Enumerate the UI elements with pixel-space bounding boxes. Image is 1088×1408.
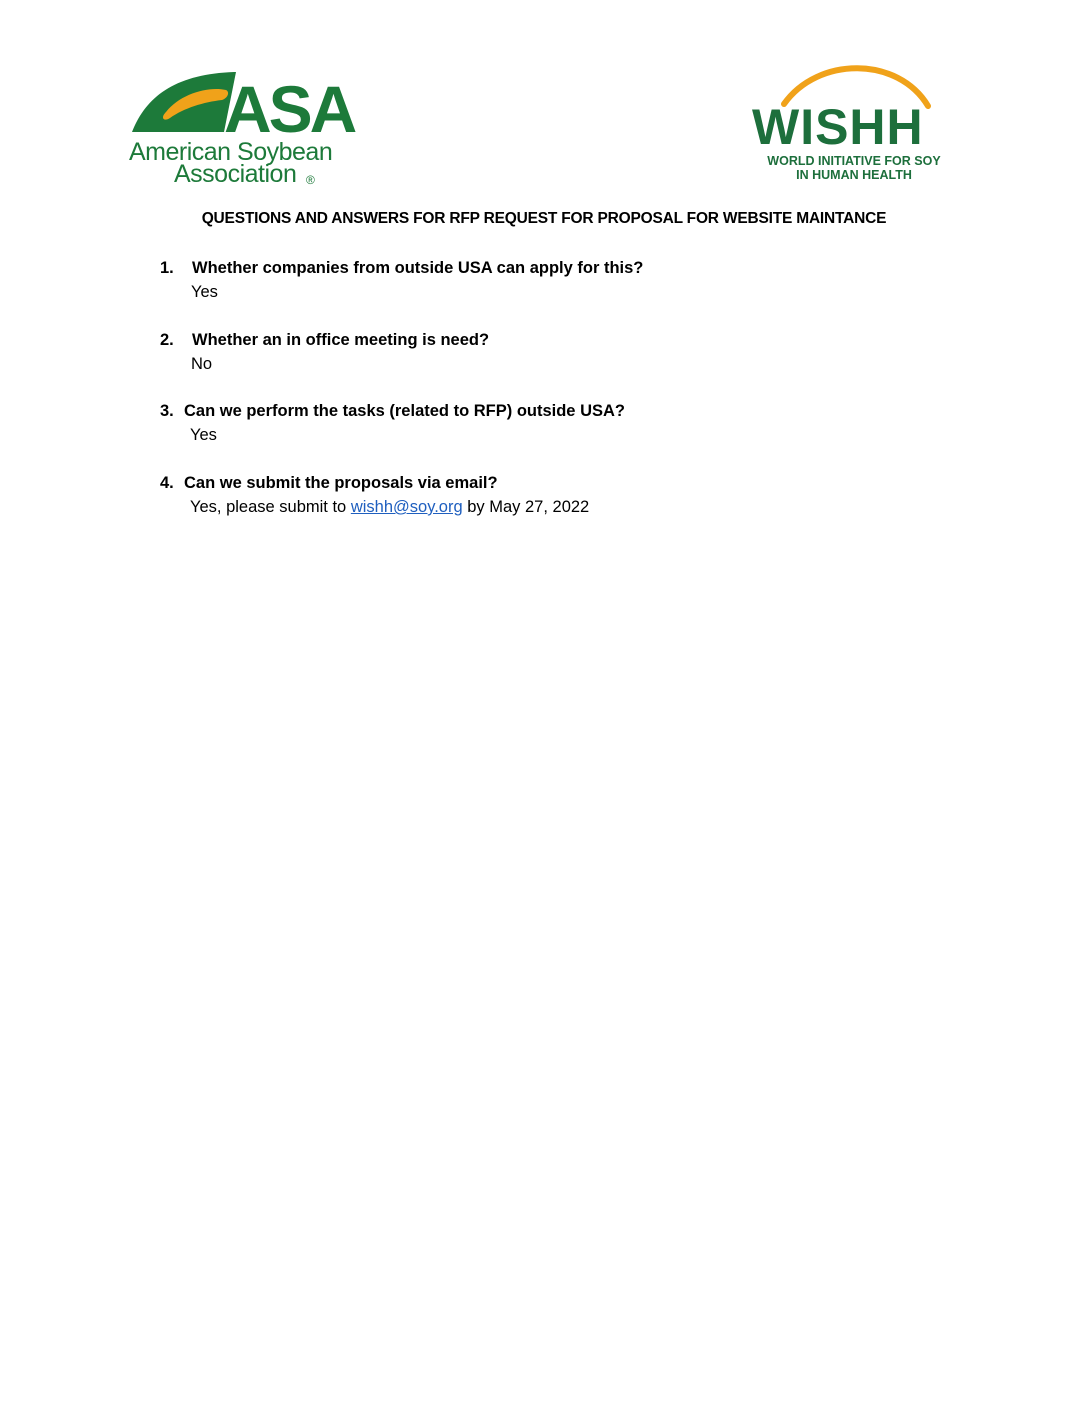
- document-title: QUESTIONS AND ANSWERS FOR RFP REQUEST FOR PROPOSAL FOR WEBSITE MAINTANCE: [201, 210, 887, 227]
- wishh-mark-text: WISHH: [752, 99, 924, 155]
- wishh-tagline-line2: IN HUMAN HEALTH: [796, 168, 912, 182]
- qa-number: 4.: [160, 474, 174, 492]
- qa-question-text: Can we perform the tasks (related to RFP) outside USA?: [184, 402, 625, 420]
- qa-item-1: [160, 256, 920, 304]
- qa-question: [160, 328, 920, 352]
- qa-number: 2.: [160, 331, 174, 349]
- qa-question: [160, 399, 920, 423]
- qa-number: 1.: [160, 259, 174, 277]
- qa-question-text: Can we submit the proposals via email?: [184, 474, 498, 492]
- qa-answer: Yes: [190, 426, 217, 444]
- qa-question-text: Whether companies from outside USA can apply for this?: [192, 259, 644, 277]
- asa-mark-text: ASA: [224, 72, 355, 146]
- email-link[interactable]: wishh@soy.org: [350, 498, 463, 516]
- wishh-logo: [748, 60, 960, 184]
- asa-logo: [126, 66, 356, 190]
- qa-item-3: [160, 399, 920, 447]
- qa-answer: Yes: [191, 283, 218, 301]
- asa-registered-mark: ®: [306, 173, 315, 187]
- qa-answer: No: [191, 355, 213, 373]
- qa-answer-prefix: Yes, please submit to: [190, 498, 351, 516]
- qa-item-4: [160, 471, 920, 519]
- asa-name-line2: Association: [174, 160, 297, 188]
- qa-question-text: Whether an in office meeting is need?: [192, 331, 490, 349]
- qa-number: 3.: [160, 402, 174, 420]
- qa-question: [160, 471, 920, 495]
- qa-question: [160, 256, 920, 280]
- asa-name-line1: American Soybean: [129, 138, 333, 166]
- qa-answer-suffix: by May 27, 2022: [462, 498, 590, 516]
- qa-answer: [160, 495, 920, 519]
- qa-item-2: [160, 328, 920, 376]
- wishh-tagline-line1: WORLD INITIATIVE FOR SOY: [767, 154, 941, 168]
